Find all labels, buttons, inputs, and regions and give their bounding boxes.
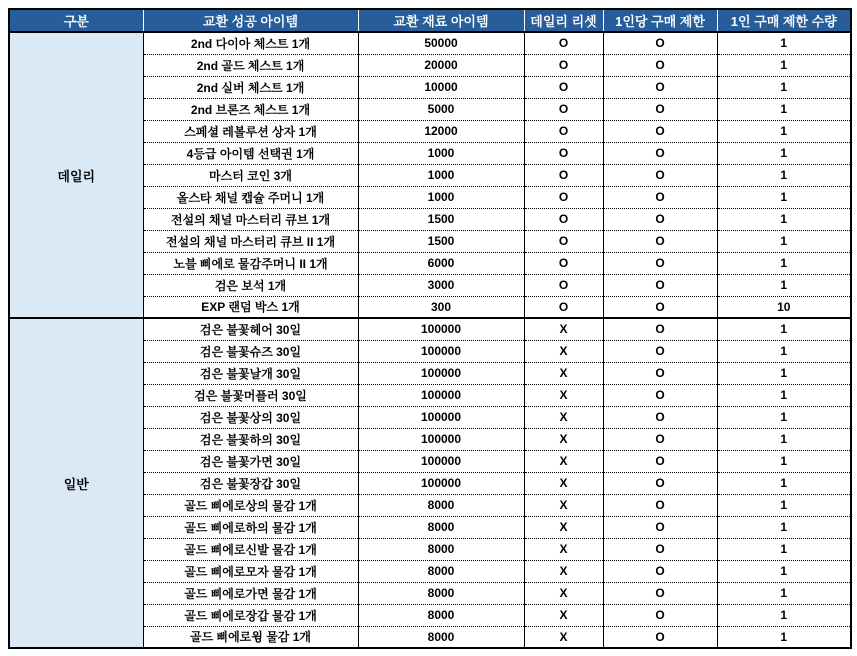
item-cell: 검은 불꽃머플러 30일 (143, 384, 358, 406)
item-cell: 4등급 아이템 선택권 1개 (143, 142, 358, 164)
daily-reset-cell: X (524, 516, 603, 538)
material-cost-cell: 1000 (358, 186, 524, 208)
item-cell: 전설의 채널 마스터리 큐브 1개 (143, 208, 358, 230)
per-person-limit-cell: O (603, 428, 717, 450)
daily-reset-cell: O (524, 54, 603, 76)
limit-qty-cell: 1 (717, 582, 851, 604)
material-cost-cell: 12000 (358, 120, 524, 142)
col-header-daily-reset: 데일리 리셋 (524, 9, 603, 32)
per-person-limit-cell: O (603, 516, 717, 538)
limit-qty-cell: 1 (717, 208, 851, 230)
item-cell: 검은 보석 1개 (143, 274, 358, 296)
material-cost-cell: 8000 (358, 516, 524, 538)
limit-qty-cell: 1 (717, 494, 851, 516)
material-cost-cell: 1000 (358, 142, 524, 164)
col-header-material-item: 교환 재료 아이템 (358, 9, 524, 32)
limit-qty-cell: 1 (717, 318, 851, 340)
daily-reset-cell: X (524, 362, 603, 384)
item-cell: 올스타 채널 캡슐 주머니 1개 (143, 186, 358, 208)
col-header-per-person-limit: 1인당 구매 제한 (603, 9, 717, 32)
per-person-limit-cell: O (603, 120, 717, 142)
limit-qty-cell: 1 (717, 450, 851, 472)
item-cell: 2nd 골드 체스트 1개 (143, 54, 358, 76)
daily-reset-cell: O (524, 274, 603, 296)
table-row (9, 32, 851, 54)
per-person-limit-cell: O (603, 76, 717, 98)
table-row (9, 318, 851, 340)
daily-reset-cell: X (524, 494, 603, 516)
material-cost-cell: 8000 (358, 494, 524, 516)
material-cost-cell: 8000 (358, 626, 524, 648)
material-cost-cell: 8000 (358, 560, 524, 582)
per-person-limit-cell: O (603, 186, 717, 208)
limit-qty-cell: 1 (717, 340, 851, 362)
limit-qty-cell: 1 (717, 98, 851, 120)
per-person-limit-cell: O (603, 208, 717, 230)
daily-reset-cell: O (524, 186, 603, 208)
item-cell: 검은 불꽃슈즈 30일 (143, 340, 358, 362)
material-cost-cell: 100000 (358, 406, 524, 428)
material-cost-cell: 300 (358, 296, 524, 318)
item-cell: 검은 불꽃날개 30일 (143, 362, 358, 384)
limit-qty-cell: 1 (717, 164, 851, 186)
limit-qty-cell: 1 (717, 54, 851, 76)
item-cell: 골드 삐에로가면 물감 1개 (143, 582, 358, 604)
limit-qty-cell: 1 (717, 274, 851, 296)
limit-qty-cell: 1 (717, 516, 851, 538)
per-person-limit-cell: O (603, 472, 717, 494)
item-cell: 노블 삐에로 물감주머니 II 1개 (143, 252, 358, 274)
limit-qty-cell: 1 (717, 406, 851, 428)
per-person-limit-cell: O (603, 164, 717, 186)
limit-qty-cell: 1 (717, 604, 851, 626)
material-cost-cell: 50000 (358, 32, 524, 54)
material-cost-cell: 5000 (358, 98, 524, 120)
material-cost-cell: 100000 (358, 362, 524, 384)
limit-qty-cell: 10 (717, 296, 851, 318)
category-cell: 일반 (9, 318, 143, 648)
per-person-limit-cell: O (603, 406, 717, 428)
per-person-limit-cell: O (603, 450, 717, 472)
material-cost-cell: 100000 (358, 318, 524, 340)
limit-qty-cell: 1 (717, 120, 851, 142)
daily-reset-cell: X (524, 538, 603, 560)
daily-reset-cell: X (524, 318, 603, 340)
item-cell: 검은 불꽃장갑 30일 (143, 472, 358, 494)
per-person-limit-cell: O (603, 582, 717, 604)
per-person-limit-cell: O (603, 54, 717, 76)
item-cell: 전설의 채널 마스터리 큐브 II 1개 (143, 230, 358, 252)
limit-qty-cell: 1 (717, 538, 851, 560)
col-header-category: 구분 (9, 9, 143, 32)
limit-qty-cell: 1 (717, 32, 851, 54)
daily-reset-cell: O (524, 296, 603, 318)
per-person-limit-cell: O (603, 142, 717, 164)
per-person-limit-cell: O (603, 32, 717, 54)
material-cost-cell: 1000 (358, 164, 524, 186)
limit-qty-cell: 1 (717, 384, 851, 406)
daily-reset-cell: X (524, 560, 603, 582)
per-person-limit-cell: O (603, 538, 717, 560)
daily-reset-cell: O (524, 120, 603, 142)
header-row (9, 9, 851, 32)
limit-qty-cell: 1 (717, 76, 851, 98)
per-person-limit-cell: O (603, 230, 717, 252)
item-cell: 마스터 코인 3개 (143, 164, 358, 186)
per-person-limit-cell: O (603, 384, 717, 406)
daily-reset-cell: O (524, 142, 603, 164)
limit-qty-cell: 1 (717, 428, 851, 450)
per-person-limit-cell: O (603, 274, 717, 296)
limit-qty-cell: 1 (717, 362, 851, 384)
material-cost-cell: 8000 (358, 582, 524, 604)
per-person-limit-cell: O (603, 494, 717, 516)
per-person-limit-cell: O (603, 252, 717, 274)
item-cell: 골드 삐에로상의 물감 1개 (143, 494, 358, 516)
item-cell: 검은 불꽃헤어 30일 (143, 318, 358, 340)
category-cell: 데일리 (9, 32, 143, 318)
daily-reset-cell: X (524, 582, 603, 604)
material-cost-cell: 20000 (358, 54, 524, 76)
material-cost-cell: 100000 (358, 428, 524, 450)
per-person-limit-cell: O (603, 98, 717, 120)
daily-reset-cell: O (524, 230, 603, 252)
limit-qty-cell: 1 (717, 252, 851, 274)
material-cost-cell: 1500 (358, 230, 524, 252)
daily-reset-cell: O (524, 164, 603, 186)
item-cell: 검은 불꽃하의 30일 (143, 428, 358, 450)
limit-qty-cell: 1 (717, 186, 851, 208)
daily-reset-cell: O (524, 32, 603, 54)
daily-reset-cell: X (524, 428, 603, 450)
material-cost-cell: 3000 (358, 274, 524, 296)
item-cell: 2nd 실버 체스트 1개 (143, 76, 358, 98)
material-cost-cell: 8000 (358, 604, 524, 626)
item-cell: 골드 삐에로모자 물감 1개 (143, 560, 358, 582)
material-cost-cell: 6000 (358, 252, 524, 274)
daily-reset-cell: O (524, 252, 603, 274)
limit-qty-cell: 1 (717, 560, 851, 582)
per-person-limit-cell: O (603, 626, 717, 648)
col-header-limit-qty: 1인 구매 제한 수량 (717, 9, 851, 32)
material-cost-cell: 100000 (358, 472, 524, 494)
item-cell: 2nd 다이아 체스트 1개 (143, 32, 358, 54)
daily-reset-cell: X (524, 626, 603, 648)
daily-reset-cell: O (524, 208, 603, 230)
daily-reset-cell: X (524, 472, 603, 494)
material-cost-cell: 8000 (358, 538, 524, 560)
item-cell: 골드 삐에로윙 물감 1개 (143, 626, 358, 648)
item-cell: 골드 삐에로신발 물감 1개 (143, 538, 358, 560)
material-cost-cell: 1500 (358, 208, 524, 230)
per-person-limit-cell: O (603, 604, 717, 626)
per-person-limit-cell: O (603, 560, 717, 582)
daily-reset-cell: X (524, 406, 603, 428)
per-person-limit-cell: O (603, 362, 717, 384)
daily-reset-cell: X (524, 340, 603, 362)
item-cell: 검은 불꽃상의 30일 (143, 406, 358, 428)
limit-qty-cell: 1 (717, 142, 851, 164)
material-cost-cell: 10000 (358, 76, 524, 98)
material-cost-cell: 100000 (358, 450, 524, 472)
daily-reset-cell: X (524, 450, 603, 472)
limit-qty-cell: 1 (717, 626, 851, 648)
item-cell: 검은 불꽃가면 30일 (143, 450, 358, 472)
daily-reset-cell: O (524, 76, 603, 98)
material-cost-cell: 100000 (358, 340, 524, 362)
daily-reset-cell: O (524, 98, 603, 120)
per-person-limit-cell: O (603, 318, 717, 340)
per-person-limit-cell: O (603, 296, 717, 318)
item-cell: 골드 삐에로장갑 물감 1개 (143, 604, 358, 626)
item-cell: EXP 랜덤 박스 1개 (143, 296, 358, 318)
table-body (9, 32, 851, 648)
daily-reset-cell: X (524, 384, 603, 406)
col-header-success-item: 교환 성공 아이템 (143, 9, 358, 32)
limit-qty-cell: 1 (717, 472, 851, 494)
material-cost-cell: 100000 (358, 384, 524, 406)
daily-reset-cell: X (524, 604, 603, 626)
item-cell: 스페셜 레볼루션 상자 1개 (143, 120, 358, 142)
per-person-limit-cell: O (603, 340, 717, 362)
exchange-table (8, 8, 852, 649)
item-cell: 2nd 브론즈 체스트 1개 (143, 98, 358, 120)
item-cell: 골드 삐에로하의 물감 1개 (143, 516, 358, 538)
limit-qty-cell: 1 (717, 230, 851, 252)
